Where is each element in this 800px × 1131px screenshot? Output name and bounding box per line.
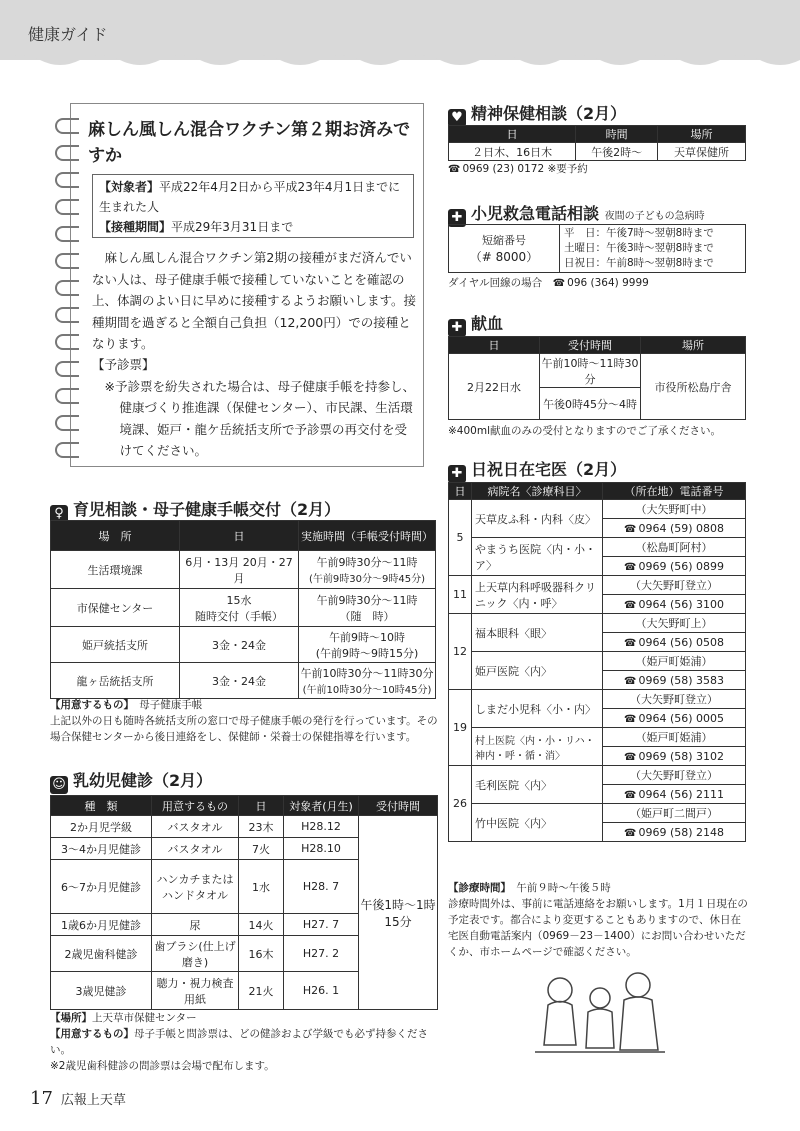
cell: 7火 xyxy=(239,838,284,860)
table-header: 場 所 xyxy=(51,521,180,551)
mental-tel: ☎ 0969 (23) 0172 ※要予約 xyxy=(448,161,588,178)
header-wave xyxy=(0,52,800,72)
table-row xyxy=(449,652,746,671)
cell: 26 xyxy=(449,766,472,842)
cell: ☎ 0969 (58) 3102 xyxy=(603,747,746,766)
cell: （大矢野町登立） xyxy=(603,576,746,595)
childcare-notes xyxy=(50,697,440,745)
cell: 午後2時～ xyxy=(576,143,658,161)
infant-heading xyxy=(50,768,212,794)
cell: ☎ 0964 (56) 0508 xyxy=(603,633,746,652)
table-row xyxy=(449,614,746,633)
infant-notes xyxy=(50,1010,440,1074)
spiral-ring xyxy=(55,253,79,269)
cell: 龍ヶ岳統括支所 xyxy=(51,663,180,699)
page-footer xyxy=(30,1088,126,1109)
table-row xyxy=(51,627,436,663)
medical-cross-icon: ✚ xyxy=(448,319,466,337)
cell: H28.10 xyxy=(284,838,359,860)
heart-icon: ♥ xyxy=(448,109,466,127)
cell: ２日木、16日木 xyxy=(449,143,576,161)
cell: 2か月児学級 xyxy=(51,816,152,838)
spiral-ring xyxy=(55,118,79,134)
bring-text: 母子手帳と問診票は、どの健診および学級でも必ず持参ください。 xyxy=(50,1028,428,1056)
emergency-dial xyxy=(448,275,649,292)
cell: 平 日：午後7時～翌朝8時まで xyxy=(564,227,714,239)
vaccine-title: 麻しん風しん混合ワクチン第２期お済みですか xyxy=(88,120,411,166)
spiral-ring xyxy=(55,145,79,161)
cell: 姫戸統括支所 xyxy=(51,627,180,663)
bring-label: 【用意するもの】 xyxy=(50,1028,134,1040)
cell: (午前10時30分～10時45分) xyxy=(302,685,432,696)
emergency-subtitle: 夜間の子どもの急病時 xyxy=(604,211,705,222)
cell: 2月22日水 xyxy=(449,354,540,420)
cell: （大矢野町登立） xyxy=(603,690,746,709)
holiday-title: 日祝日在宅医（2月） xyxy=(471,460,627,479)
cell: 2歳児歯科健診 xyxy=(51,936,152,972)
cell: H28.12 xyxy=(284,816,359,838)
table-row xyxy=(449,576,746,595)
vaccine-ticket xyxy=(92,354,418,462)
cell: 21火 xyxy=(239,972,284,1010)
childcare-table xyxy=(50,520,436,699)
cell: 16木 xyxy=(239,936,284,972)
spiral-ring xyxy=(55,172,79,188)
cell: （随 時） xyxy=(339,609,395,623)
table-row xyxy=(51,816,438,838)
header-band xyxy=(0,0,800,60)
holiday-table xyxy=(448,482,746,842)
medical-cross-icon: ✚ xyxy=(448,209,466,227)
cell: 19 xyxy=(449,690,472,766)
table-row xyxy=(449,143,746,161)
table-header: 日 xyxy=(449,483,472,500)
cell: 上天草内科呼吸器科クリニック〈内・呼〉 xyxy=(472,576,603,614)
cell: 1歳6か月児健診 xyxy=(51,914,152,936)
cell: 午前9時30分～11時 xyxy=(316,556,418,569)
cell: 3金・24金 xyxy=(180,627,299,663)
infant-note: ※2歳児歯科健診の問診票は会場で配布します。 xyxy=(50,1060,275,1072)
spiral-ring xyxy=(55,442,79,458)
cell: （大矢野町上） xyxy=(603,614,746,633)
bring-label: 【用意するもの】 xyxy=(50,699,129,711)
cell: ☎ 0964 (56) 3100 xyxy=(603,595,746,614)
cell: 福本眼科〈眼〉 xyxy=(472,614,603,652)
cell: 3～4か月児健診 xyxy=(51,838,152,860)
cell: (午前9時～9時15分) xyxy=(315,646,419,660)
cell: 日祝日：午前8時～翌朝8時まで xyxy=(564,257,714,269)
doctor-patients-illustration xyxy=(520,960,670,1060)
table-header: 用意するもの xyxy=(152,796,239,816)
table-row xyxy=(449,538,746,557)
mental-title: 精神保健相談（2月） xyxy=(471,104,627,123)
cell: 午前10時～11時30分 xyxy=(540,354,641,388)
baby-bottle-icon: ♀ xyxy=(50,505,68,523)
place-label: 【場所】 xyxy=(50,1012,92,1024)
cell: （# 8000） xyxy=(469,250,539,264)
emergency-table xyxy=(448,224,746,273)
mental-table xyxy=(448,125,746,161)
cell: 6～7か月児健診 xyxy=(51,860,152,914)
cell: ☎ 0964 (56) 0005 xyxy=(603,709,746,728)
vaccine-body: 麻しん風しん混合ワクチン第2期の接種がまだ済んでいない人は、母子健康手帳で接種していないことを確認の上、体調のよい日に早めに接種するようお願いします。接種期間を過ぎると全額自己負担（12,200円）での接種となります。 xyxy=(92,250,417,351)
holiday-heading xyxy=(448,457,626,483)
cell: 天草保健所 xyxy=(657,143,745,161)
spiral-ring xyxy=(55,415,79,431)
cell: H28. 7 xyxy=(284,860,359,914)
cell: 土曜日：午後3時～翌朝8時まで xyxy=(564,242,714,254)
mental-heading xyxy=(448,101,626,127)
reception-time: 午後1時～1時15分 xyxy=(359,816,438,1010)
blood-table xyxy=(448,336,746,420)
cell: ☎ 0969 (58) 3583 xyxy=(603,671,746,690)
cell: 市保健センター xyxy=(51,589,180,627)
spiral-ring xyxy=(55,226,79,242)
dial-label: ダイヤル回線の場合 xyxy=(448,277,543,289)
cell: （姫戸町二間戸） xyxy=(603,804,746,823)
blood-title: 献血 xyxy=(471,314,504,333)
infant-table xyxy=(50,795,438,1010)
cell: （大矢野町登立） xyxy=(603,766,746,785)
table-header: 日 xyxy=(449,337,540,354)
ticket-label: 【予診票】 xyxy=(92,357,155,372)
cell: 生活環境課 xyxy=(51,551,180,589)
infant-title: 乳幼児健診（2月） xyxy=(73,771,213,790)
place-text: 上天草市保健センター xyxy=(92,1012,197,1024)
cell: 3金・24金 xyxy=(180,663,299,699)
cell: 午前9時30分～11時 xyxy=(316,593,418,607)
table-header: 日 xyxy=(449,126,576,143)
cell: バスタオル xyxy=(152,816,239,838)
table-header: 実施時間（手帳受付時間） xyxy=(299,521,436,551)
emergency-title: 小児救急電話相談 xyxy=(471,204,600,223)
cell: 天草皮ふ科・内科〈皮〉 xyxy=(472,500,603,538)
cell: 姫戸医院〈内〉 xyxy=(472,652,603,690)
table-row xyxy=(449,766,746,785)
medical-cross-icon: ✚ xyxy=(448,465,466,483)
cell: 午後0時45分～4時 xyxy=(540,388,641,420)
table-row xyxy=(449,728,746,747)
cell: 竹中医院〈内〉 xyxy=(472,804,603,842)
table-row xyxy=(449,500,746,519)
table-header: 受付時間 xyxy=(359,796,438,816)
cell: 午前9時～10時 xyxy=(329,630,405,644)
table-header: 対象者(月生) xyxy=(284,796,359,816)
target-text: 平成22年4月2日から平成23年4月1日までに生まれた人 xyxy=(99,180,401,214)
spiral-ring xyxy=(55,280,79,296)
cell: 毛利医院〈内〉 xyxy=(472,766,603,804)
holiday-notes xyxy=(448,880,748,960)
vaccine-target-box xyxy=(92,174,414,238)
cell: （姫戸町姫浦） xyxy=(603,728,746,747)
cell: 14火 xyxy=(239,914,284,936)
page-number: 17 xyxy=(30,1088,53,1109)
cell: H26. 1 xyxy=(284,972,359,1010)
cell: （姫戸町姫浦） xyxy=(603,652,746,671)
cell: H27. 2 xyxy=(284,936,359,972)
cell: しまだ小児科〈小・内〉 xyxy=(472,690,603,728)
cell: 歯ブラシ(仕上げ磨き) xyxy=(152,936,239,972)
blood-note: ※400ml献血のみの受付となりますのでご了承ください。 xyxy=(448,425,721,437)
cell: （大矢野町中） xyxy=(603,500,746,519)
target-label: 【対象者】 xyxy=(99,180,160,194)
ticket-note: ※予診票を紛失された場合は、母子健康手帳を持参し、健康づくり推進課（保健センター）、市民課、生活環境課、姫戸・龍ケ岳統括支所で予診票の再交付を受けてください。 xyxy=(104,378,415,458)
table-row xyxy=(449,690,746,709)
holiday-note: 診療時間外は、事前に電話連絡をお願いします。1月１日現在の予定表です。都合により変更することもありますので、休日在宅医自動電話案内（0969－23－1400）にお問い合わせいただくか、市ホームページで確認ください。 xyxy=(448,898,748,958)
table-header: 場所 xyxy=(657,126,745,143)
spiral-ring xyxy=(55,334,79,350)
cell: 市役所松島庁舎 xyxy=(641,354,746,420)
spiral-ring xyxy=(55,307,79,323)
period-label: 【接種期間】 xyxy=(99,220,172,234)
blood-heading xyxy=(448,311,503,337)
childcare-title: 育児相談・母子健康手帳交付（2月） xyxy=(73,500,341,519)
cell: ☎ 0969 (58) 2148 xyxy=(603,823,746,842)
cell: 短縮番号 xyxy=(482,234,526,247)
cell: 1水 xyxy=(239,860,284,914)
table-row xyxy=(51,589,436,627)
spiral-ring xyxy=(55,388,79,404)
cell: 村上医院〈内・小・リハ・神内・呼・循・消〉 xyxy=(472,728,603,766)
cell: ☎ 0969 (56) 0899 xyxy=(603,557,746,576)
cell: やまうち医院〈内・小・ア〉 xyxy=(472,538,603,576)
cell: ☎ 0964 (56) 2111 xyxy=(603,785,746,804)
cell: (午前9時30分～9時45分) xyxy=(309,574,425,585)
cell: 11 xyxy=(449,576,472,614)
cell: （松島町阿村） xyxy=(603,538,746,557)
cell: 12 xyxy=(449,614,472,690)
baby-face-icon: ☺ xyxy=(50,776,68,794)
childcare-note: 上記以外の日も随時各統括支所の窓口で母子健康手帳の発行を行っています。その場合保健センターから後日連絡をし、保健師・栄養士の保健指導を行います。 xyxy=(50,715,438,743)
table-row xyxy=(449,354,746,388)
cell: 23木 xyxy=(239,816,284,838)
cell: バスタオル xyxy=(152,838,239,860)
table-row xyxy=(51,551,436,589)
cell: 尿 xyxy=(152,914,239,936)
dial-tel: ☎ 096 (364) 9999 xyxy=(553,277,649,289)
cell: 3歳児健診 xyxy=(51,972,152,1010)
period-text: 平成29年3月31日まで xyxy=(171,220,294,234)
cell: 15水 xyxy=(226,593,252,607)
table-header: 日 xyxy=(180,521,299,551)
table-header: 病院名〈診療科目〉 xyxy=(472,483,603,500)
cell: 5 xyxy=(449,500,472,576)
cell: 聴力・視力検査用紙 xyxy=(152,972,239,1010)
page-category-title: 健康ガイド xyxy=(28,25,108,44)
spiral-ring xyxy=(55,199,79,215)
table-header: 場所 xyxy=(641,337,746,354)
cell: 午前10時30分～11時30分 xyxy=(300,667,434,680)
cell: ハンカチまたはハンドタオル xyxy=(152,860,239,914)
table-row xyxy=(449,804,746,823)
table-header: （所在地）電話番号 xyxy=(603,483,746,500)
spiral-ring xyxy=(55,361,79,377)
cell: ☎ 0964 (59) 0808 xyxy=(603,519,746,538)
hours-label: 【診療時間】 xyxy=(448,882,506,894)
cell: H27. 7 xyxy=(284,914,359,936)
publication-name: 広報上天草 xyxy=(60,1093,126,1108)
table-row xyxy=(51,663,436,699)
cell: 随時交付（手帳） xyxy=(195,609,283,623)
table-header: 種 類 xyxy=(51,796,152,816)
cell: 6月・13月 20月・27月 xyxy=(180,551,299,589)
hours-text: 午前９時～午後５時 xyxy=(516,882,611,894)
table-header: 日 xyxy=(239,796,284,816)
bring-text: 母子健康手帳 xyxy=(139,699,203,711)
table-header: 時間 xyxy=(576,126,658,143)
table-header: 受付時間 xyxy=(540,337,641,354)
